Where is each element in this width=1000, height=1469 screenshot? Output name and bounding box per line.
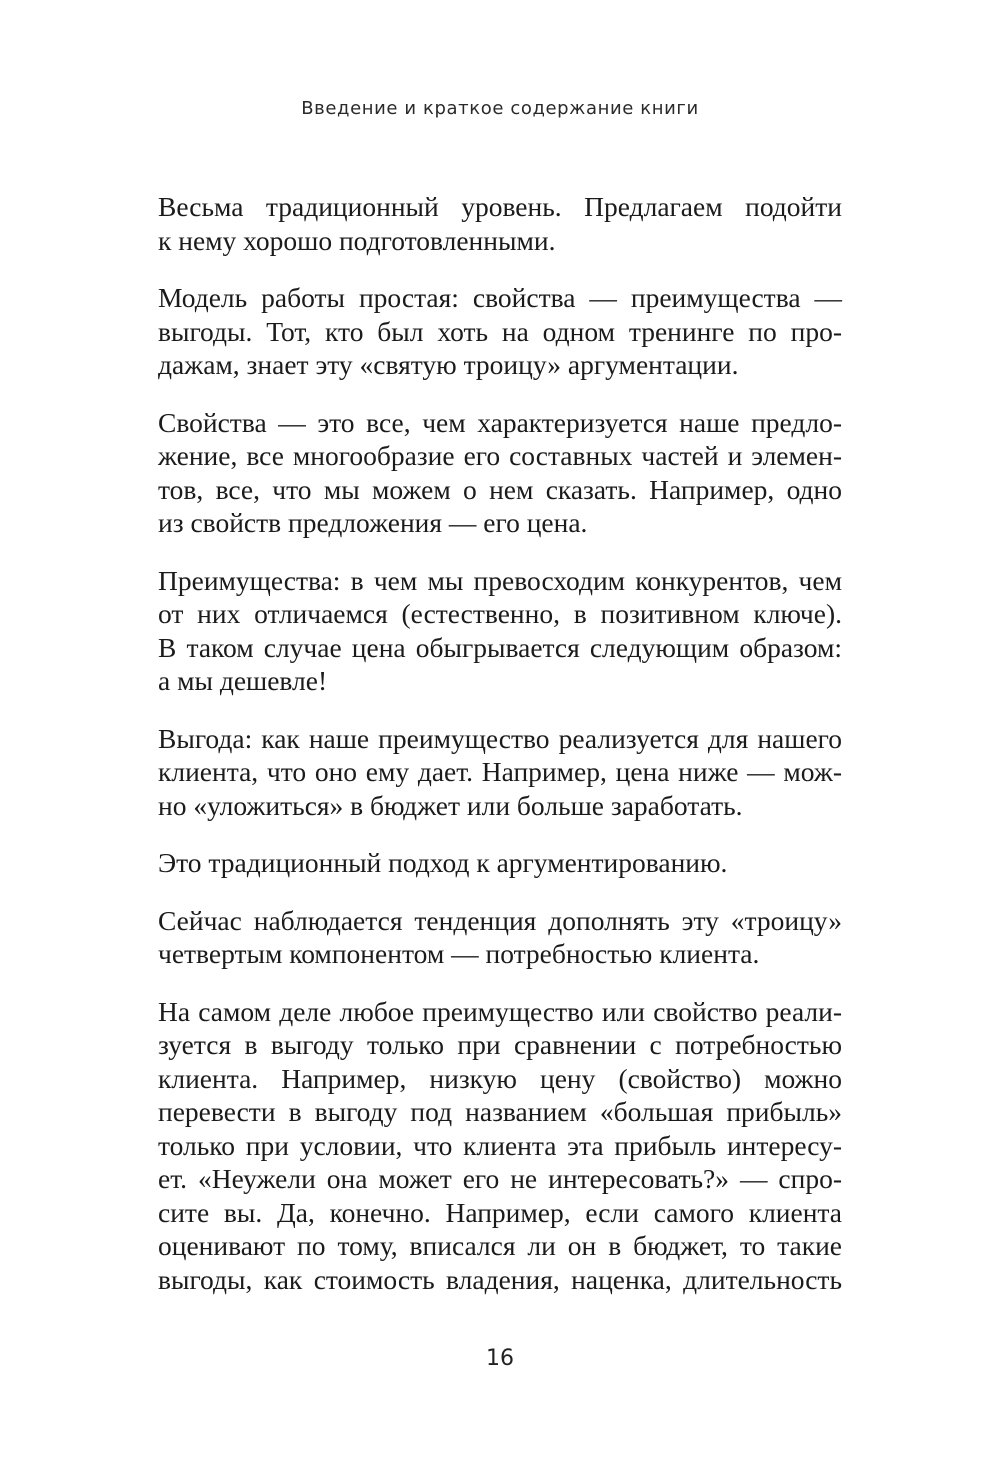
paragraph [158, 995, 842, 1297]
paragraph [158, 190, 842, 257]
text-line: тов, все, что мы можем о нем сказать. Например, одно [158, 473, 842, 505]
text-line: клиента. Например, низкую цену (свойство) можно [158, 1062, 842, 1094]
text-line: зуется в выгоду только при сравнении с потребностью [158, 1029, 842, 1060]
text-line: выгоды, как стоимость владения, наценка, длительность [158, 1263, 842, 1295]
text-line: к нему хорошо подготовленными. [158, 224, 556, 256]
text-line: Преимущества: в чем мы превосходим конкурентов, чем [158, 564, 842, 596]
page-body [158, 190, 842, 1320]
text-line: сите вы. Да, конечно. Например, если самого клиента [158, 1196, 842, 1228]
paragraph [158, 281, 842, 382]
text-line: Модель работы простая: свойства — преимущества — [158, 282, 842, 313]
text-line: выгоды. Тот, кто был хоть на одном тренинге по про- [158, 315, 842, 347]
text-line: В таком случае цена обыгрывается следующим образом: [158, 631, 842, 663]
text-line: На самом деле любое преимущество или свойство реали- [158, 995, 842, 1027]
text-line: из свойств предложения — его цена. [158, 507, 588, 538]
text-line: ет. «Неужели она может его не интересовать?» — спро- [158, 1163, 842, 1194]
text-line: Весьма традиционный уровень. Предлагаем подойти [158, 191, 842, 222]
text-line: но «уложиться» в бюджет или больше заработать. [158, 789, 743, 821]
text-line: клиента, что оно ему дает. Например, цена ниже — мож- [158, 756, 842, 787]
text-line: оценивают по тому, вписался ли он в бюджет, то такие [158, 1230, 842, 1261]
text-line: жение, все многообразие его составных частей и элемен- [158, 440, 842, 471]
text-line: только при условии, что клиента эта прибыль интересу- [158, 1129, 842, 1161]
text-line: Это традиционный подход к аргументированию. [158, 847, 728, 878]
text-line: от них отличаемся (естественно, в позитивном ключе). [158, 598, 842, 629]
text-line: Свойства — это все, чем характеризуется наше предло- [158, 406, 842, 438]
paragraph [158, 846, 842, 880]
text-line: Сейчас наблюдается тенденция дополнять эту «троицу» [158, 904, 842, 936]
page-number: 16 [486, 1346, 514, 1371]
paragraph [158, 904, 842, 971]
text-line: а мы дешевле! [158, 665, 328, 696]
running-header: Введение и краткое содержание книги [301, 98, 699, 119]
paragraph [158, 406, 842, 540]
text-line: четвертым компонентом — потребностью клиента. [158, 938, 760, 969]
text-line: Выгода: как наше преимущество реализуется для нашего [158, 722, 842, 754]
text-line: дажам, знает эту «святую троицу» аргументации. [158, 349, 739, 380]
text-line: перевести в выгоду под названием «большая прибыль» [158, 1096, 842, 1127]
paragraph [158, 564, 842, 698]
paragraph [158, 722, 842, 823]
